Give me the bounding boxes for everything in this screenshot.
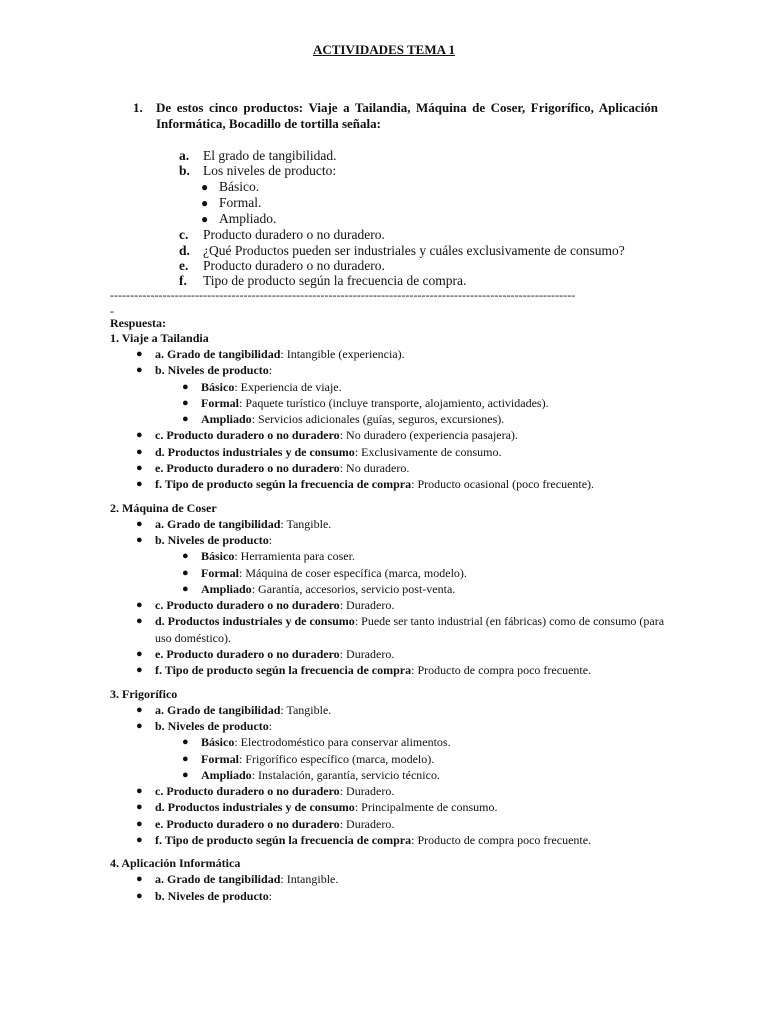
item-label: b. Niveles de producto xyxy=(155,363,269,378)
item-label: a. Grado de tangibilidad xyxy=(155,872,281,887)
list-subitem xyxy=(110,767,670,783)
bullet-icon: ● xyxy=(182,752,189,765)
list-item xyxy=(110,718,670,734)
answer-section xyxy=(110,856,670,904)
item-text: : Puede ser tanto industrial (en fábricas) como de consumo (para uso doméstico). xyxy=(155,614,665,645)
answer-list xyxy=(110,346,670,493)
item-text: : xyxy=(268,888,273,903)
bullet-item xyxy=(201,179,625,195)
list-item xyxy=(110,832,670,848)
subitem-b-bullets xyxy=(201,179,625,228)
subitem-b xyxy=(179,163,625,178)
bullet-icon: ● xyxy=(201,195,209,210)
answer-section xyxy=(110,331,670,493)
answer-list xyxy=(110,702,670,849)
subitem-text: El grado de tangibilidad. xyxy=(203,148,337,163)
bullet-icon: ● xyxy=(136,478,143,491)
item-label: e. Producto duradero o no duradero xyxy=(155,647,340,662)
list-item xyxy=(110,532,670,548)
item-text: : Producto de compra poco frecuente. xyxy=(411,833,592,848)
list-subitem xyxy=(110,548,670,564)
bullet-icon: ● xyxy=(182,736,189,749)
item-label: c. Producto duradero o no duradero xyxy=(155,598,340,613)
item-text: : Producto ocasional (poco frecuente). xyxy=(411,477,595,492)
item-text: : Experiencia de viaje. xyxy=(234,379,342,394)
answer-section xyxy=(110,687,670,849)
item-text: : Tangible. xyxy=(280,702,332,717)
list-item xyxy=(110,646,670,662)
subitem-text: Tipo de producto según la frecuencia de compra. xyxy=(203,273,467,289)
answer-heading: Respuesta: xyxy=(110,316,166,330)
bullet-text: Básico. xyxy=(219,178,260,194)
section-title: 2. Máquina de Coser xyxy=(110,500,217,515)
item-text: : Instalación, garantía, servicio técnico. xyxy=(251,767,440,782)
answer-list xyxy=(110,871,670,904)
section-title: 1. Viaje a Tailandia xyxy=(110,331,209,345)
list-item xyxy=(110,816,670,832)
list-subitem xyxy=(110,751,670,767)
subitem-d xyxy=(179,243,625,258)
item-text: : Máquina de coser específica (marca, modelo). xyxy=(239,565,467,580)
question-text: De estos cinco productos: Viaje a Tailandia, Máquina de Coser, Frigorífico, Aplicación Informática, Bocadillo de tortilla señala: xyxy=(156,100,658,131)
bullet-icon: ● xyxy=(136,599,143,612)
subitem-letter: b. xyxy=(179,163,190,179)
bullet-icon: ● xyxy=(136,429,143,442)
list-subitem xyxy=(110,379,670,395)
bullet-icon: ● xyxy=(201,179,209,194)
bullet-text: Formal. xyxy=(219,194,262,210)
list-item xyxy=(110,783,670,799)
item-label: f. Tipo de producto según la frecuencia de compra xyxy=(155,477,412,492)
item-label: d. Productos industriales y de consumo xyxy=(155,444,355,459)
question-subitems xyxy=(179,148,625,289)
bullet-icon: ● xyxy=(136,364,143,377)
item-text: : Electrodoméstico para conservar alimentos. xyxy=(234,735,451,750)
item-text: : Servicios adicionales (guías, seguros, excursiones). xyxy=(251,412,505,427)
item-text: : xyxy=(268,363,273,378)
divider-tail: - xyxy=(110,304,115,318)
list-item xyxy=(110,516,670,532)
list-subitem xyxy=(110,734,670,750)
item-label: Formal xyxy=(201,395,239,410)
item-text: : Duradero. xyxy=(339,784,395,799)
subitem-text: Producto duradero o no duradero. xyxy=(203,227,385,243)
list-subitem xyxy=(110,565,670,581)
list-subitem xyxy=(110,581,670,597)
item-label: d. Productos industriales y de consumo xyxy=(155,614,355,629)
bullet-icon: ● xyxy=(136,873,143,886)
bullet-icon: ● xyxy=(136,703,143,716)
bullet-icon: ● xyxy=(182,413,189,426)
item-label: f. Tipo de producto según la frecuencia de compra xyxy=(155,663,412,678)
bullet-icon: ● xyxy=(136,533,143,546)
bullet-icon: ● xyxy=(136,348,143,360)
list-item xyxy=(110,662,670,678)
bullet-icon: ● xyxy=(136,801,143,814)
item-text: : No duradero. xyxy=(339,461,410,476)
subitem-letter: d. xyxy=(179,242,190,258)
list-item xyxy=(110,362,670,378)
item-text: : Producto de compra poco frecuente. xyxy=(411,663,592,678)
bullet-icon: ● xyxy=(136,889,143,902)
list-item xyxy=(110,460,670,476)
bullet-icon: ● xyxy=(136,785,143,798)
bullet-icon: ● xyxy=(182,768,189,781)
item-label: b. Niveles de producto xyxy=(155,718,269,733)
subitem-letter: a. xyxy=(179,148,190,163)
bullet-icon: ● xyxy=(136,834,143,847)
list-item xyxy=(110,597,670,613)
list-item xyxy=(110,444,670,460)
item-label: Básico xyxy=(201,379,235,394)
answer-list xyxy=(110,516,670,679)
item-label: a. Grado de tangibilidad xyxy=(155,702,281,717)
item-label: c. Producto duradero o no duradero xyxy=(155,428,340,443)
bullet-item xyxy=(201,195,625,211)
subitem-text: Producto duradero o no duradero. xyxy=(203,258,385,274)
item-text: : No duradero (experiencia pasajera). xyxy=(339,428,518,443)
list-item xyxy=(110,702,670,718)
bullet-icon: ● xyxy=(182,582,189,595)
item-text: : Herramienta para coser. xyxy=(234,549,355,564)
item-label: Básico xyxy=(201,735,235,750)
item-label: b. Niveles de producto xyxy=(155,888,269,903)
item-text: : Exclusivamente de consumo. xyxy=(354,444,502,459)
item-label: a. Grado de tangibilidad xyxy=(155,347,281,361)
item-text: : Frigorífico específico (marca, modelo). xyxy=(239,751,435,766)
subitem-c xyxy=(179,227,625,242)
list-item xyxy=(110,799,670,815)
bullet-text: Ampliado. xyxy=(219,211,277,227)
list-item xyxy=(110,427,670,443)
item-label: Ampliado xyxy=(201,767,252,782)
list-item xyxy=(110,871,670,887)
question-block xyxy=(133,100,658,132)
bullet-icon: ● xyxy=(136,664,143,677)
question-number: 1. xyxy=(133,100,143,115)
bullet-icon: ● xyxy=(136,817,143,830)
bullet-item xyxy=(201,211,625,227)
item-text: : Garantía, accesorios, servicio post-venta. xyxy=(251,581,456,596)
section-title: 3. Frigorífico xyxy=(110,686,178,701)
list-subitem xyxy=(110,395,670,411)
subitem-text: ¿Qué Productos pueden ser industriales y cuáles exclusivamente de consumo? xyxy=(203,242,625,258)
dashed-divider xyxy=(110,287,658,319)
subitem-e xyxy=(179,258,625,273)
item-label: Formal xyxy=(201,751,239,766)
divider-line: ------------------------------------------------------------------------------------------------------------------- xyxy=(110,288,576,302)
item-text: : xyxy=(268,718,273,733)
item-text: : Tangible. xyxy=(280,516,332,531)
item-text: : Duradero. xyxy=(339,647,395,662)
list-item xyxy=(110,613,670,646)
item-label: Formal xyxy=(201,565,239,580)
item-label: Ampliado xyxy=(201,412,252,427)
bullet-icon: ● xyxy=(136,615,143,628)
item-text: : Duradero. xyxy=(339,598,395,613)
item-label: Básico xyxy=(201,549,235,564)
bullet-icon: ● xyxy=(201,212,209,227)
list-subitem xyxy=(110,411,670,427)
bullet-icon: ● xyxy=(136,462,143,475)
subitem-letter: e. xyxy=(179,258,189,274)
item-label: e. Producto duradero o no duradero xyxy=(155,461,340,476)
list-item xyxy=(110,476,670,492)
item-text: : xyxy=(268,532,273,547)
bullet-icon: ● xyxy=(182,396,189,409)
bullet-icon: ● xyxy=(182,380,189,393)
subitem-text: Los niveles de producto: xyxy=(203,163,337,179)
bullet-icon: ● xyxy=(136,648,143,661)
bullet-icon: ● xyxy=(182,566,189,579)
item-label: e. Producto duradero o no duradero xyxy=(155,816,340,831)
item-label: c. Producto duradero o no duradero xyxy=(155,784,340,799)
subitem-letter: f. xyxy=(179,273,187,289)
list-item xyxy=(110,888,670,904)
subitem-a xyxy=(179,148,625,163)
bullet-icon: ● xyxy=(136,445,143,458)
section-title: 4. Aplicación Informática xyxy=(110,856,241,871)
bullet-icon: ● xyxy=(136,719,143,732)
item-text: : Principalmente de consumo. xyxy=(354,800,498,815)
item-text: : Intangible. xyxy=(280,872,339,887)
item-label: Ampliado xyxy=(201,581,252,596)
bullet-icon: ● xyxy=(136,517,143,530)
item-text: : Intangible (experiencia). xyxy=(280,347,405,361)
answers xyxy=(110,316,670,912)
list-item xyxy=(110,346,670,362)
item-label: a. Grado de tangibilidad xyxy=(155,516,281,531)
answer-section xyxy=(110,501,670,679)
subitem-letter: c. xyxy=(179,227,189,243)
item-text: : Paquete turístico (incluye transporte, alojamiento, actividades). xyxy=(239,395,549,410)
item-text: : Duradero. xyxy=(339,816,395,831)
item-label: d. Productos industriales y de consumo xyxy=(155,800,355,815)
page-title: ACTIVIDADES TEMA 1 xyxy=(312,42,456,57)
item-label: f. Tipo de producto según la frecuencia de compra xyxy=(155,833,412,848)
bullet-icon: ● xyxy=(182,550,189,563)
item-label: b. Niveles de producto xyxy=(155,532,269,547)
